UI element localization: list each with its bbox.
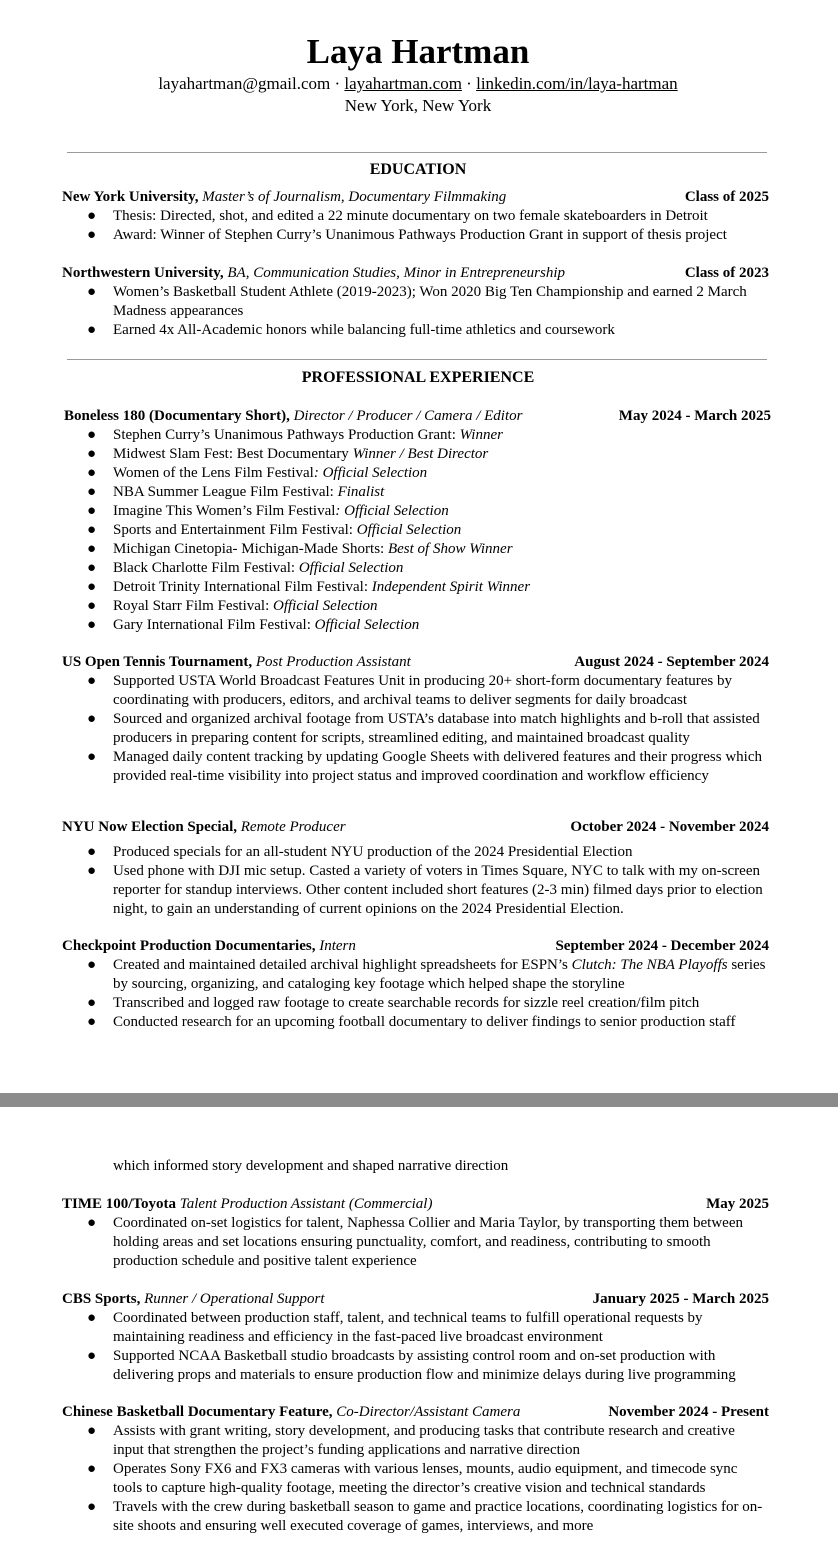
list-item: ● Imagine This Women’s Film Festival: Official Selection bbox=[87, 503, 449, 519]
list-item: ● Assists with grant writing, story development, and producing tasks that contribute research and creative input that strengthen the project’s funding applications and narrative direction bbox=[87, 1423, 735, 1458]
entry-date: Class of 2023 bbox=[684, 265, 769, 281]
list-item: ● Supported NCAA Basketball studio broadcasts by assisting control room and on-set production with delivering props and materials to ensure production flow and minimize delays during live programming bbox=[87, 1348, 736, 1383]
list-item: ● Award: Winner of Stephen Curry’s Unanimous Pathways Production Grant in support of thesis project bbox=[87, 227, 727, 243]
list-item: ● Managed daily content tracking by updating Google Sheets with delivered features and their progress which provided real-time visibility into project status and improved coordination and workflow efficiency bbox=[87, 749, 762, 784]
entry-role: Master’s of Journalism, Documentary Filmmaking bbox=[202, 189, 507, 205]
list-item: ● Sports and Entertainment Film Festival: Official Selection bbox=[87, 522, 462, 538]
list-item: ● Conducted research for an upcoming football documentary to deliver findings to senior production staff bbox=[87, 1014, 736, 1030]
list-item: ● Thesis: Directed, shot, and edited a 22 minute documentary on two female skateboarders in Detroit bbox=[87, 208, 708, 224]
entry-org: Northwestern University, bbox=[62, 265, 224, 281]
divider bbox=[67, 152, 767, 153]
section-title-experience: PROFESSIONAL EXPERIENCE bbox=[301, 369, 535, 386]
list-item: ● Black Charlotte Film Festival: Official Selection bbox=[87, 560, 404, 576]
experience-entry-us-open bbox=[62, 653, 769, 786]
list-item: ● Royal Starr Film Festival: Official Selection bbox=[87, 598, 378, 614]
entry-date: May 2025 bbox=[706, 1196, 769, 1212]
entry-date: Class of 2025 bbox=[684, 189, 769, 205]
entry-role: Talent Production Assistant (Commercial) bbox=[179, 1196, 433, 1212]
list-item: ● Michigan Cinetopia- Michigan-Made Shorts: Best of Show Winner bbox=[87, 541, 513, 557]
email: layahartman@gmail.com bbox=[158, 74, 331, 93]
list-item: ● Supported USTA World Broadcast Features Unit in producing 20+ short-form documentary features by coordinating with producers, editors, and archival teams to deliver segments for daily broadcast bbox=[87, 673, 732, 708]
entry-org: US Open Tennis Tournament, bbox=[62, 654, 253, 670]
entry-role: Co-Director/Assistant Camera bbox=[336, 1404, 521, 1420]
linkedin-link[interactable]: linkedin.com/in/laya-hartman bbox=[476, 74, 678, 93]
list-item: ● Sourced and organized archival footage from USTA’s database into match highlights and b-roll that assisted producers in preparing content for scripts, streamlined editing, and maintained broadcast quality bbox=[87, 711, 760, 746]
experience-entry-time-100 bbox=[62, 1195, 769, 1271]
candidate-name: Laya Hartman bbox=[306, 32, 530, 71]
list-item: ● Created and maintained detailed archival highlight spreadsheets for ESPN’s Clutch: The NBA Playoffs series by sourcing, organizing, and cataloging key footage which helped shape the storyline bbox=[87, 957, 766, 992]
entry-role: Intern bbox=[319, 938, 356, 954]
location: New York, New York bbox=[344, 96, 492, 115]
list-item: ● Transcribed and logged raw footage to create searchable records for sizzle reel creation/film pitch bbox=[87, 995, 700, 1011]
education-entry-nyu bbox=[62, 188, 769, 245]
list-item: ● Coordinated on-set logistics for talent, Naphessa Collier and Maria Taylor, by transporting them between holding areas and set locations ensuring punctuality, comfort, and readiness, contributing to smooth production schedule and positive talent experience bbox=[87, 1215, 743, 1269]
list-item: ● Coordinated between production staff, talent, and technical teams to fulfill operational requests by maintaining readiness and efficiency in the fast-paced live broadcast environment bbox=[87, 1310, 703, 1345]
entry-date: May 2024 - March 2025 bbox=[618, 408, 771, 424]
bullet-continuation: which informed story development and shaped narrative direction bbox=[113, 1158, 509, 1174]
entry-date: August 2024 - September 2024 bbox=[574, 654, 769, 670]
list-item: ● Travels with the crew during basketball season to game and practice locations, coordinating logistics for on-site shoots and ensuring well executed coverage of games, interviews, and more bbox=[87, 1499, 763, 1534]
separator: · bbox=[330, 74, 345, 93]
entry-date: January 2025 - March 2025 bbox=[592, 1291, 769, 1307]
list-item: ● Operates Sony FX6 and FX3 cameras with various lenses, mounts, audio equipment, and timecode sync tools to capture high-quality footage, meeting the director’s creative vision and technical standards bbox=[87, 1461, 738, 1496]
list-item: ● Earned 4x All-Academic honors while balancing full-time athletics and coursework bbox=[87, 322, 615, 338]
list-item: ● Gary International Film Festival: Official Selection bbox=[87, 617, 420, 633]
experience-entry-nyu-now bbox=[62, 818, 769, 919]
entry-org: Chinese Basketball Documentary Feature, bbox=[62, 1404, 333, 1420]
experience-entry-boneless-180 bbox=[64, 407, 771, 635]
education-entry-northwestern bbox=[62, 264, 769, 340]
entry-org: New York University, bbox=[62, 189, 199, 205]
entry-date: November 2024 - Present bbox=[608, 1404, 769, 1420]
entry-date: October 2024 - November 2024 bbox=[570, 819, 769, 835]
entry-date: September 2024 - December 2024 bbox=[555, 938, 769, 954]
section-title-education: EDUCATION bbox=[369, 161, 467, 178]
entry-org: CBS Sports, bbox=[62, 1291, 141, 1307]
list-item: ● Used phone with DJI mic setup. Casted a variety of voters in Times Square, NYC to talk with my on-screen reporter for standup interviews. Other content included short features (2-3 min) filmed days prior to election night, to gain an understanding of current opinions on the 2024 Presidential Election. bbox=[87, 863, 763, 917]
entry-org: TIME 100/Toyota bbox=[62, 1196, 177, 1212]
entry-role: Runner / Operational Support bbox=[144, 1291, 325, 1307]
entry-role: BA, Communication Studies, Minor in Entrepreneurship bbox=[227, 265, 566, 281]
entry-org: Boneless 180 (Documentary Short), bbox=[64, 408, 290, 424]
list-item: ● Women’s Basketball Student Athlete (2019-2023); Won 2020 Big Ten Championship and earned 2 March Madness appearances bbox=[87, 284, 747, 319]
list-item: ● NBA Summer League Film Festival: Finalist bbox=[87, 484, 385, 500]
experience-entry-checkpoint bbox=[62, 937, 769, 1032]
entry-role: Remote Producer bbox=[240, 819, 346, 835]
entry-role: Director / Producer / Camera / Editor bbox=[293, 408, 523, 424]
experience-entry-chinese-basketball bbox=[62, 1403, 769, 1536]
entry-org: Checkpoint Production Documentaries, bbox=[62, 938, 316, 954]
separator: · bbox=[461, 74, 477, 93]
list-item: ● Produced specials for an all-student NYU production of the 2024 Presidential Election bbox=[87, 844, 633, 860]
website-link[interactable]: layahartman.com bbox=[344, 74, 462, 93]
list-item: ● Detroit Trinity International Film Festival: Independent Spirit Winner bbox=[87, 579, 531, 595]
list-item: ● Midwest Slam Fest: Best Documentary Winner / Best Director bbox=[87, 446, 489, 462]
entry-role: Post Production Assistant bbox=[255, 654, 411, 670]
entry-org: NYU Now Election Special, bbox=[62, 819, 237, 835]
divider bbox=[67, 359, 767, 360]
page-break bbox=[0, 1093, 838, 1107]
list-item: ● Stephen Curry’s Unanimous Pathways Production Grant: Winner bbox=[87, 427, 503, 443]
list-item: ● Women of the Lens Film Festival: Official Selection bbox=[87, 465, 428, 481]
contact-line bbox=[0, 73, 836, 95]
experience-entry-cbs-sports bbox=[62, 1290, 769, 1385]
resume-page-2 bbox=[0, 1107, 838, 1544]
